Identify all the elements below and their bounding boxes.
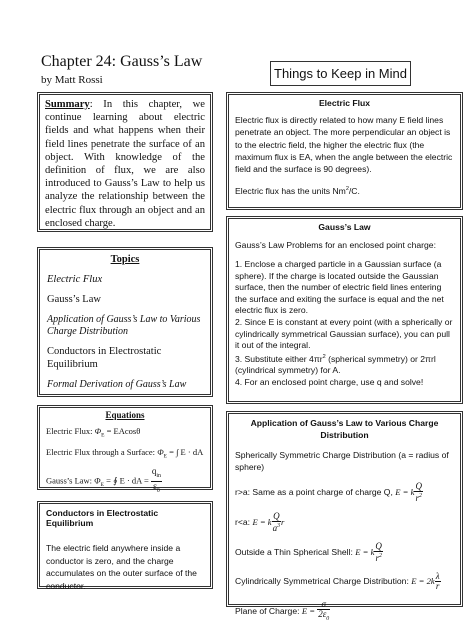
equations-box — [37, 405, 213, 494]
topics-title: Topics — [110, 254, 140, 265]
application-title: Application of Gauss’s Law to Various Charge Distribution — [250, 418, 439, 440]
electric-flux-title: Electric Flux — [318, 98, 371, 108]
thin-shell-case: Outside a Thin Spherical Shell: E = k $\frac{Q}{r^2}$ — [235, 541, 382, 563]
gauss-step-3: 3. Substitute either $4\pi r^2$ (spherical symmetry) or 2πrl (cylindrical symmetry) for A. — [235, 353, 436, 376]
gauss-law-intro: Gauss’s Law Problems for an enclosed point charge: — [235, 240, 436, 250]
inside-sphere-case: r<a: E = k $\frac{Q}{a^3}$ r — [235, 511, 285, 533]
topic-item: Application of Gauss’s Law to Various Charge Distribution — [47, 314, 201, 337]
conductors-box — [37, 501, 213, 589]
topic-item: Formal Derivation of Gauss’s Law — [47, 379, 187, 390]
point-charge-case: r>a: Same as a point charge of charge Q, E = k $\frac{Q}{r^2}$ — [235, 481, 422, 503]
gauss-law-title: Gauss’s Law — [318, 222, 371, 232]
topic-item: Conductors in Electrostatic Equilibrium — [47, 346, 162, 370]
equations-title: Equations — [105, 410, 145, 420]
page-title: Chapter 24: Gauss’s Law — [41, 53, 203, 70]
gauss-law-box — [226, 216, 463, 404]
gauss-step-1: 1. Enclose a charged particle in a Gaussian surface (a sphere). If the charge is located outside the Gaussian surface, then the number of electric field lines entering the surface and exiting the surface is equal and the net electric flux is zero. — [235, 259, 444, 316]
summary-label: Summary — [45, 99, 90, 110]
electric-flux-box — [226, 92, 463, 210]
gauss-law-equation: Gauss’s Law: $\Phi_E$ = ∮ E · dA = $\frac{q_{in}}{\varepsilon_0}$ — [46, 466, 161, 494]
conductors-text: The electric field anywhere inside a conductor is zero, and the charge accumulates on the outer surface of the conductor. — [46, 543, 197, 591]
summary-text: : In this chapter, we continue learning about electric fields and what happens when their field lines penetrate the surface of an object. With knowledge of the definition of flux, we are also introduced to Gauss’s Law to help us analyze the relationship between the electric flux through an object and an enclosed charge. — [45, 99, 205, 229]
conductors-title: Conductors in Electrostatic Equilibrium — [46, 508, 159, 528]
author-line: by Matt Rossi — [41, 74, 103, 86]
cylindrical-case: Cylindrically Symmetrical Charge Distribution: E = 2k $\frac{\lambda}{r}$ — [235, 571, 440, 591]
topic-item: Electric Flux — [47, 274, 103, 285]
plane-case: Plane of Charge: E = $\frac{\sigma}{2\varepsilon_0}$ — [235, 599, 330, 622]
gauss-step-2: 2. Since E is constant at every point (with a spherically or cylindrically symmetrical Gaussian surface), you can pull it out of the integral. — [235, 316, 453, 351]
application-intro: Spherically Symmetric Charge Distribution (a = radius of sphere) — [235, 450, 449, 472]
things-title-box — [270, 61, 411, 86]
things-title: Things to Keep in Mind — [274, 66, 407, 81]
flux-equation: Electric Flux: $\Phi_E = EAcos\theta$ — [46, 426, 141, 439]
topics-box — [37, 247, 213, 397]
surface-flux-equation: Electric Flux through a Surface: $\Phi_E$ = ∫ E · dA — [46, 446, 204, 460]
application-box — [226, 411, 463, 622]
gauss-step-4: 4. For an enclosed point charge, use q and solve! — [235, 376, 424, 387]
topic-item: Gauss’s Law — [47, 294, 101, 305]
electric-flux-units: Electric flux has the units Nm$^2$/C. — [235, 186, 360, 197]
electric-flux-text: Electric flux is directly related to how many E field lines penetrate an object. The more perpendicular an object is to the electric field, the higher the electric flux (the maximum flux is EA, when the angle between the electric field and the surface is 90 degrees). — [235, 115, 453, 175]
summary-box — [37, 92, 213, 232]
